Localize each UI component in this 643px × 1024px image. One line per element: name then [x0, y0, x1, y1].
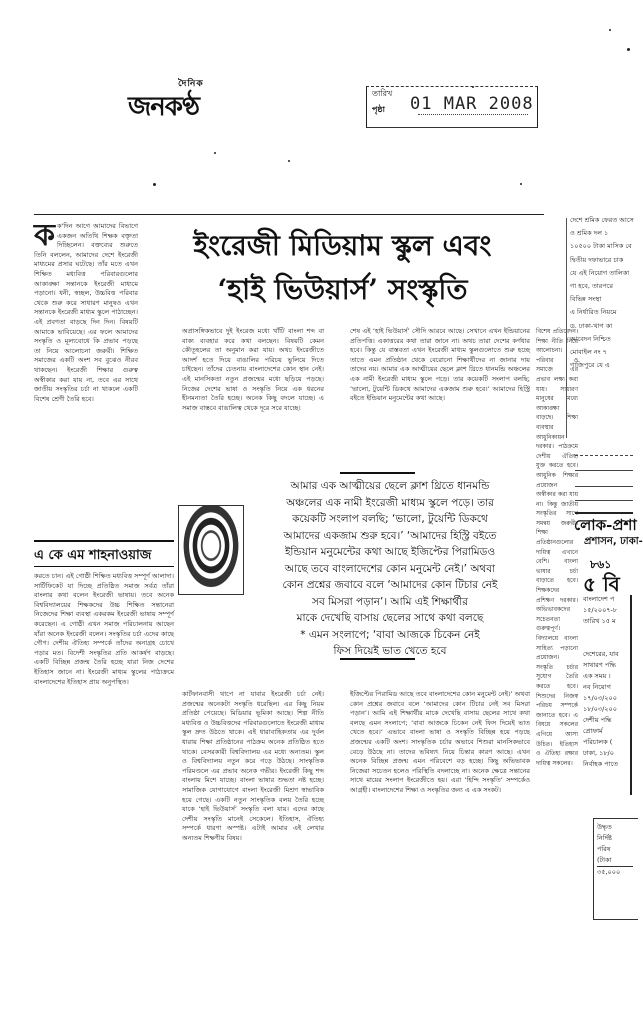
notice-line: দেশেরের, যাব — [583, 650, 619, 658]
article-headline — [140, 224, 545, 312]
pull-quote-line: অঞ্চলের এক নামী ইংরেজী মাধ্যম স্কুলে পড়ে। তার — [286, 496, 494, 509]
table-cell: ৩৫,০০০ — [597, 866, 633, 878]
notice-line: ঢাকা, ১৮/০ — [583, 749, 614, 757]
date-label: তারিখ — [372, 89, 393, 98]
table-cell: পরিষ — [597, 845, 611, 853]
date-dotted-line — [418, 114, 528, 115]
right-strip-line: ১০৫০০ টাকা মাসিক বে — [570, 242, 632, 251]
column-3-bottom-text: ইজিপ্টের পিরামিড আছে তবে বাংলাদেশের কোন মনুমেন্ট নেই।’ অথবা কোন প্রশ্নের জবাবে বলে ‘আমাদের কোন টিচার নেই সব মিসরা পড়ান’। আমি এই শিক্ষার্থীর মাকে দেখেছি বাসায় ছেলের সাথে কথা বলছে এমন সংলাপে; ‘বাবা আজকে চিকেন নেই ফিস দিয়েই ভাত খেতে হবে।’ এভাবে বাংলা ভাষা ও সংস্কৃতি বিচ্ছিন্ন হয়ে পড়ছে প্রজন্মের একটি অংশ। সাংস্কৃতিক চর্চার অভাবে শিশুরা মানসিকভাবে বেড়ে উঠছে না। তাদের ভবিষ্যৎ নিয়ে চিন্তার কারণ আছে। এখন অনেক বিচ্ছিন্ন প্রজন্ম এমন পরিবেশে বড় হচ্ছে। কিছু অভিভাবক নিজেরা সচেতন হলেও পরিস্থিতি বদলাচ্ছে না। অনেক ক্ষেত্রে সন্তানের সাথে মায়ের সংলাপ ইংরেজীতে হয়। এরা ‘হিন্দি সংস্কৃতি’ সম্পর্কেও আগ্রহী। বাংলাদেশের শিক্ষা ও সংস্কৃতির জন্য এ এক সংকট। — [350, 690, 530, 794]
table-cell: উদ্ধৃত — [597, 823, 612, 831]
pull-quote-line: ইন্ডিয়ান মনুমেন্টের কথা আছে ইজিপ্টের পিরামিডও — [284, 546, 496, 558]
pull-quote-line: ফিস দিয়েই ভাত খেতে হবে — [333, 645, 447, 657]
scan-speck — [288, 160, 290, 162]
column-1-top — [34, 218, 138, 532]
byline-rule-bottom — [34, 566, 174, 567]
right-strip-line: আবেদন নিশ্চিত — [570, 334, 611, 343]
scan-speck — [153, 183, 156, 186]
pull-quote-rule-top — [340, 472, 415, 474]
scan-speck — [214, 152, 216, 154]
notice-table-text — [597, 822, 633, 878]
column-3-bottom — [350, 690, 530, 972]
column-2-bottom-text: কার্টফানবাসী থাপে না যাবার ইংরেজী চর্চা নেই। প্রজন্মের অনেকটা সংস্কৃতি ধরেছিল। এর কিছু নিয়ম প্রতিষ্ঠা পেয়েছে। মিডিয়ার ভূমিকা আছে। শিল্প নীতি মধ্যবিত্ত ও উচ্চবিত্তদের পরিবারগুলোতে ইংরেজী মাধ্যম স্কুল দ্রুত উঠতে থাকে। এই ধারাবাহিকতায় এর দুর্বল ধারায় শিক্ষা প্রতিষ্ঠানের পাঠক্রম অনেক প্রতিষ্ঠিত হতে থাকে। বেসরকারী বিশ্ববিদ্যালয় এর মধ্যে অন্যতম। স্কুল ও বিশ্ববিদ্যালয় নতুন করে গড়ে উঠছে। সাংস্কৃতিক পরিমণ্ডলে এর প্রভাব অনেক গভীর। ইংরেজী কিছু শব্দ বাংলায় মিশে যাচ্ছে। বাংলা ভাষার শুদ্ধতা নষ্ট হচ্ছে। সামাজিক যোগাযোগে বাংলা ইংরেজী মিশ্রণ স্বাভাবিক হয়ে গেছে। একটি নতুন সাংস্কৃতিক বলয় তৈরি হচ্ছে যাকে ‘হাই ভিউয়ার্স’ সংস্কৃতি বলা যায়। এদের কাছে দেশীয় সংস্কৃতি মানেই সেকেলে। ইতিহাস, ঐতিহ্য সম্পর্কে ধারণা অস্পষ্ট। এটাই আমার এই লেখার অন্যতম শিক্ষণীয় বিষয়। — [182, 690, 324, 842]
notice-border — [630, 595, 632, 795]
ad-title: লোক-প্রশা — [574, 516, 637, 534]
notice-line: এক সময় । — [583, 672, 611, 680]
masthead-subtitle: দৈনিক — [178, 79, 204, 89]
column-2-top-text: অপ্রাসঙ্গিকভাবে দুই ইংরেজ মধ্যে খাঁটি বাংলা শব্দ বা বাক্য ব্যবহার করে কথা বলছেন। বিষয়টি কেমন কৌতূহলের তা অনুমান করা যায়। অথচ ইংরেজীতে আদর্শ হতে দিয়ে বাঙালির পরিচয় ভুলিয়ে দিতে চাইছেন। তাঁদের চেতনায় বাংলাদেশের কোন স্থান নেই। এই মানসিকতা নতুন প্রজন্মের মধ্যে ছড়িয়ে পড়ছে। নিজের দেশের ভাষা ও সংস্কৃতি নিয়ে এক ধরনের হীনমন্যতা তৈরি হচ্ছে। অনেক কিছু বদলে যাচ্ছে। এ সমাজ বাস্তবে বাঙালিত্ব থেকে দূরে সরে যাচ্ছে। — [182, 327, 324, 412]
pull-quote-line: আমার এক আত্মীয়ের ছেলে ক্লাশ থ্রিতে ধানমন্ডি — [290, 480, 490, 492]
headline-line-2: ‘হাই ভিউয়ার্স’ সংস্কৃতি — [217, 273, 468, 306]
headline-line-1: ইংরেজী মিডিয়াম স্কুল এবং — [193, 229, 492, 262]
right-strip-top — [570, 214, 633, 444]
notice-line: ১৮/০৩/২০০ — [583, 705, 617, 713]
notice-line: নব নিয়োগ — [583, 683, 611, 691]
notice-line: পরিচালক ( — [583, 738, 613, 746]
pull-quote-line: * এমন সংলাপে; ‘বাবা আজকে চিকেন নেই — [300, 628, 480, 641]
notice-line: প্রোফার্ম — [583, 727, 603, 735]
column-2-bottom — [182, 690, 324, 972]
table-cell: (টাকা — [597, 856, 612, 864]
column-1-bottom-text: করতে চান। এই গোষ্ঠী শিক্ষিত মধ্যবিত্ত সম্পূর্ণ আলাদা। সার্টিফিকেট যা দিচ্ছে প্রতিষ্ঠিত সমাজ সর্বত্র তাঁরা বাংলার কথা বলেন ইংরেজী ভাষায়। তবে অনেক বিশ্ববিদ্যালয়ের শিক্ষকদের উচ্চ শিক্ষিত সন্তানেরা নিজেদের শিক্ষা ব্যবস্থা একরকম ইংরেজী ভাষায় সম্পূর্ণ করেছেন। এ গোষ্ঠী এখন সমাজ পরিচালনায় আছেন যাঁরা অনেক ইংরেজী বলেন। সংস্কৃতির চর্চা এদের কাছে গৌণ। দেশীয় ঐতিহ্য সম্পর্কে তাঁদের অনাগ্রহ চোখে পড়ার মত। বিদেশী সংস্কৃতির প্রতি আকর্ষণ বাড়ছে। একটি বিচ্ছিন্ন প্রজন্ম তৈরি হচ্ছে যারা নিজ দেশের ইতিহাস জানে না। ইংরেজী মাধ্যম স্কুলের পাঠ্যক্রমে বাংলাদেশের ইতিহাস প্রায় অনুপস্থিত। — [34, 572, 174, 686]
column-1-top-text: ক'দিন আগে আমাদের বিভাগে একজন অতিথি শিক্ষক বক্তৃতা দিচ্ছিলেন। বক্তব্যের শুরুতে তিনি বললেন, আমাদের দেশে ইংরেজী মাধ্যমের প্রসার ঘটেছে। তাঁর মতে এখন শিক্ষিত মধ্যবিত্ত পরিবারগুলোর আকাঙ্ক্ষা সন্তানকে ইংরেজী মাধ্যমে পড়ানো। ধনী, স্বচ্ছল, উচ্চবিত্ত পরিবার থেকে শুরু করে সাধারণ মানুষও এখন সন্তানকে ইংরেজী মাধ্যম স্কুলে পাঠাচ্ছেন। এই প্রবণতা বাড়ছে দিন দিন। বিষয়টি আমাকে ভাবিয়েছে। এর ফলে আমাদের সংস্কৃতি ও মূল্যবোধে কি প্রভাব পড়ছে তা নিয়ে আলোচনা জরুরী। শিক্ষিত সমাজের একটি অংশ সব বুঝেও নীরব থাকছেন। ইংরেজী শিক্ষার গুরুত্ব অস্বীকার করা যায় না, তবে এর সাথে জাতীয় সংস্কৃতির চর্চা না থাকলে একটি বিশেষ শ্রেণী তৈরি হবে। — [34, 222, 138, 403]
pull-quote-line: আছে তবে বাংলাদেশের কোন মনুমেন্ট নেই।’ অথবা — [284, 562, 496, 575]
right-strip-line: গা হবে, তারপরে — [570, 282, 613, 291]
notice-text — [583, 594, 633, 784]
notice-line: দেশীয় পদ্ধি — [583, 716, 612, 724]
pull-quote — [240, 478, 540, 660]
byline-rule-top — [34, 540, 174, 542]
notice-line: তারিখ ১৫ ম — [583, 617, 616, 625]
right-strip-rule — [575, 455, 633, 456]
notice-line: ১৭/০৩/২০০ — [583, 694, 617, 702]
right-strip-line: গাজিপুরে যে এ — [570, 361, 610, 370]
right-strip-line: বিভিন্ন সংস্থা — [570, 295, 602, 304]
pull-quote-rule-bottom — [340, 658, 415, 660]
table-cell: নির্দিষ্ট — [597, 834, 612, 842]
scan-speck — [520, 183, 522, 185]
drop-cap: ক — [34, 218, 55, 253]
right-strip-line: মোবাইল নং ৭ — [570, 348, 607, 357]
column-1-bottom — [34, 572, 174, 972]
column-2-top — [182, 327, 324, 467]
pull-quote-line: সব মিসরা পড়ান’। আমি এই শিক্ষার্থীর — [312, 595, 468, 608]
notice-line: নির্বাহক পাতে — [583, 760, 619, 768]
right-strip-line: দ্বিতীয় দফাভারে চাক — [570, 255, 624, 264]
notice-heading: ৫ বি — [583, 572, 620, 596]
column-3-top-text: শেষ এই ‘হাই ভিউয়ার্স’ সৌদি আরবে আছে। সেখানে এখন ইন্ডিয়ানের প্রতিপত্তি। একাত্তরের কথা তারা জানে না। অথচ তারা দেশের কর্ণধার হবে। কিন্তু যে বাস্তবতা এখন ইংরেজী মাধ্যম স্কুলগুলোতে শুরু হচ্ছে তাতে এমন প্রতিষ্ঠান থেকে বেরোনো শিক্ষার্থীদের না জানার দায় তাদের নয়। আমার এক আত্মীয়ের ছেলে ক্লাশ থ্রিতে ধানমন্ডি অঞ্চলের এক নামী ইংরেজী মাধ্যম স্কুলে পড়ে। তার কয়েকটি সংলাপ বলছি; ‘ভালো, টুয়েন্টি ডিকথে আমাদের একজাম শুরু হবে।’ আমাদের হিস্ট্রি বইতে ইন্ডিয়ান মনুমেন্টের কথা আছে। — [350, 327, 530, 403]
masthead-logo: জনকণ্ঠ — [128, 92, 199, 122]
right-strip-line: এ নির্ধারিত নিয়মে — [570, 308, 617, 317]
article-top-rule — [34, 214, 544, 215]
right-strip-line: দেশে শ্রমিক ফেরত আসে — [570, 216, 634, 224]
right-strip-line: যে এই নিয়োগ তালিকা — [570, 268, 630, 277]
byline: এ কে এম শাহনাওয়াজ — [34, 548, 152, 563]
scan-speck — [627, 48, 630, 51]
page-label: পৃষ্ঠা — [372, 105, 385, 114]
scan-speck — [472, 86, 474, 88]
author-photo — [178, 505, 244, 595]
right-strip-rule — [575, 470, 633, 471]
pull-quote-line: মাকে দেখেছি বাসায় ছেলের সাথে কথা বলছে — [296, 612, 484, 624]
right-strip-rule — [575, 486, 633, 487]
notice-line: বাংলাদেশ প — [583, 595, 615, 603]
pull-quote-line: কোন প্রশ্নের জবাবে বলে ‘আমাদের কোন টিচার নেই — [282, 579, 498, 591]
column-3-top — [350, 327, 530, 467]
right-strip-line: ও শ্রমিক দল ১ — [570, 229, 609, 238]
ad-subtitle: প্রশাসন, ঢাকা- — [584, 536, 643, 547]
date-stamp-value: 01 MAR 2008 — [410, 94, 534, 114]
pull-quote-line: কয়েকটি সংলাপ বলছি; ‘ভালো, টুয়েন্টি ডিকথে — [292, 513, 488, 525]
notice-line: ১৫/২০০৭-৮ — [583, 606, 618, 614]
right-strip-divider — [566, 218, 567, 438]
right-strip-rule — [575, 500, 633, 501]
pull-quote-line: আমাদের একজাম শুরু হবে।’ ‘আমাদের হিস্ট্রি বইতে — [283, 529, 497, 542]
right-strip-line: ড. ঢাকা-খাগ কা — [570, 321, 613, 330]
scan-speck — [609, 29, 611, 31]
notice-line: সাথারণ পদ্ধি — [583, 661, 616, 669]
column-4-text: বিশেষ প্রতিবেদন। শিক্ষা নীতি নিয়ে আলোচনা। পরিবার ও সমাজে এর প্রভাব লক্ষ্য করা যায়। সাধারণ মানুষের মধ্যে আকাঙ্ক্ষা বাড়ছে। শিক্ষা ব্যবস্থার আধুনিকায়ন দরকার। পাঠক্রমে দেশীয় ঐতিহ্য যুক্ত করতে হবে। আধুনিক শিক্ষার প্রয়োজন অস্বীকার করা যায় না। কিন্তু জাতীয় সংস্কৃতির সাথে সমন্বয় জরুরী। শিক্ষা প্রতিষ্ঠানগুলোর দায়িত্ব এখানে বেশি। বাংলা ভাষার চর্চা বাড়াতে হবে। শিক্ষকদের প্রশিক্ষণ দরকার। অভিভাবকদের সচেতনতা গুরুত্বপূর্ণ। বিদ্যালয়ে বাংলা সাহিত্য পড়ানো প্রয়োজন। সংস্কৃতি চর্চার সুযোগ তৈরি করতে হবে। শিশুদের নিজস্ব পরিচয় সম্পর্কে জানাতে হবে। এ বিষয়ে সকলের এগিয়ে আসা উচিত। ইতিহাস ও ঐতিহ্য রক্ষার দায়িত্ব সকলের। — [536, 328, 578, 767]
ad-number: ৮৬১ — [590, 558, 612, 571]
